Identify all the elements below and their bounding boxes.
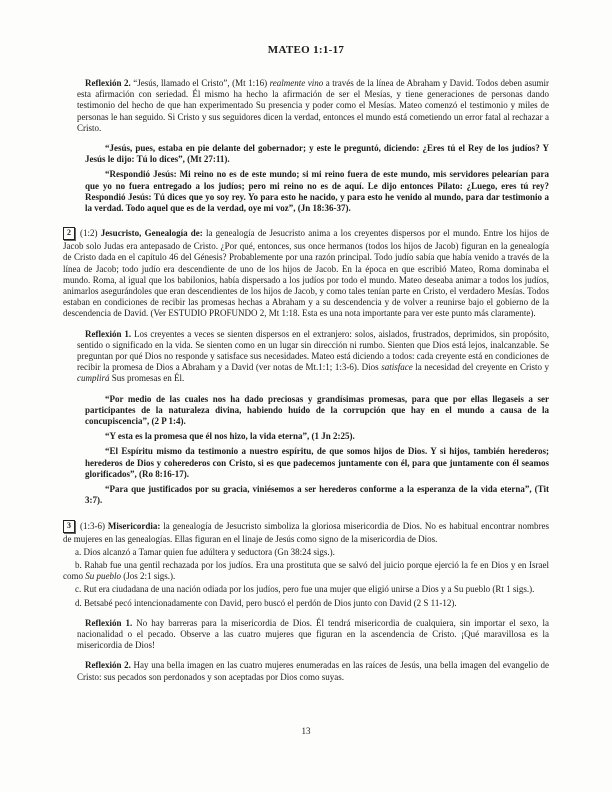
reflexion-label: Reflexión 1. bbox=[85, 328, 132, 339]
text-run: Los creyentes a veces se sienten dispersos en el extranjero: solos, aislados, frustrados, deprimidos, sin propósito, sentido o significado en la vida. Se sienten como en un lugar sin dirección ni rumbo. Sienten que Dios está lejos, inalcanzable. Se preguntan por qué Dios no responde y satisface sus necesidades. Mateo está diciendo a todos: cada creyente está en condiciones de recibir la promesa de Dios a Abraham y a David (ver notas de Mt.1:1; 1:3-6). Dios bbox=[77, 328, 549, 373]
text-run: la genealogía de Jesucristo simboliza la gloriosa misericordia de Dios. No es habitual encontrar nombres de mujeres en las genealogías. Ellas figuran en el linaje de Jesús como signo de la misericordia de Dios. bbox=[63, 520, 549, 544]
list-item-c bbox=[63, 584, 549, 595]
text-run: a través de la línea de Abraham y David. Todos deben asumir esta afirmación con seriedad. Él mismo ha hecho la afirmación de ser el Mesías, y tiene generaciones de personas dando testimonio del hecho de que han experimentado Su presencia y poder como el Mesías. Mateo comenzó el testimonio y miles de personas le han seguido. Si Cristo y sus seguidores dicen la verdad, entonces el mundo está cometiendo un error fatal al rechazar a Cristo. bbox=[77, 78, 549, 133]
quote-jn-18-36-37 bbox=[85, 169, 549, 214]
text-run: (Jos 2:1 sigs.). bbox=[121, 571, 176, 582]
paragraph-section-2-reflexion-1 bbox=[77, 329, 549, 385]
text-run: Betsabé pecó intencionadamente con David, pero buscó el perdón de Dios junto con David (2 S 11-12). bbox=[81, 597, 457, 608]
reflexion-label: Reflexión 2. bbox=[85, 660, 131, 671]
quote-mt-27-11 bbox=[85, 143, 549, 165]
reflexion-label: Reflexión 1. bbox=[85, 617, 133, 628]
text-run: Rahab fue una gentil rechazada por los judíos. Era una prostituta que se salvó del juicio porque ejerció la fe en Dios y en Israel como bbox=[63, 559, 549, 582]
page-number: 13 bbox=[301, 726, 311, 736]
page-content bbox=[63, 44, 549, 683]
section-2-paragraph bbox=[63, 228, 549, 319]
quote-text: “Para que justificados por su gracia, viniésemos a ser herederos conforme a la esperanza de la vida eterna”, (Tit 3:7). bbox=[85, 484, 549, 506]
section-3-number-box: 3 bbox=[63, 520, 75, 533]
list-item-b bbox=[63, 560, 549, 582]
quote-text: “Por medio de las cuales nos ha dado preciosas y grandísimas promesas, para que por ellas llegaseis a ser participantes de la naturaleza divina, habiendo huido de la corrupción que hay en el mundo a causa de la concupiscencia”, (2 P 1:4). bbox=[85, 393, 549, 427]
quote-text: “Respondió Jesús: Mi reino no es de este mundo; si mi reino fuera de este mundo, mis servidores pelearían para que yo no fuera entregado a los judíos; pero mi reino no es de aquí. Le dijo entonces Pilato: ¿Luego, eres tú rey? Respondió Jesús: Tú dices que yo soy rey. Yo para esto he nacido, y para esto he venido al mundo, para dar testimonio a la verdad. Todo aquel que es de la verdad, oye mi voz”, (Jn 18:36-37). bbox=[85, 169, 549, 214]
verse-ref: (1:2) bbox=[80, 228, 101, 239]
quote-tit-3-7 bbox=[85, 484, 549, 506]
section-heading: Jesucristo, Genealogía de: bbox=[100, 228, 203, 239]
verse-ref: (1:3-6) bbox=[80, 520, 108, 531]
text-run: “Jesús, llamado el Cristo”, (Mt 1:16) bbox=[130, 78, 270, 88]
section-2-number-box: 2 bbox=[63, 227, 75, 240]
text-run: Dios alcanzó a Tamar quien fue adúltera y seductora (Gn 38:24 sigs.). bbox=[81, 546, 335, 557]
page-title: MATEO 1:1-17 bbox=[267, 44, 345, 56]
section-3-paragraph bbox=[63, 521, 549, 545]
quote-ro-8-16-17 bbox=[85, 446, 549, 480]
list-letter: b. bbox=[75, 559, 82, 570]
paragraph-section-3-reflexion-2 bbox=[77, 660, 549, 682]
list-item-a bbox=[63, 547, 549, 558]
list-letter: c. bbox=[75, 584, 82, 595]
text-run: la necesidad del creyente en Cristo y bbox=[412, 362, 550, 373]
italic-run: cumplirá bbox=[77, 373, 110, 384]
text-run: Sus promesas en Él. bbox=[109, 373, 185, 384]
paragraph-intro-reflexion-2 bbox=[77, 78, 549, 134]
quote-1-jn-2-25 bbox=[85, 431, 549, 442]
list-item-d bbox=[63, 598, 549, 609]
section-heading: Misericordia: bbox=[107, 520, 161, 531]
quote-text: “Y esta es la promesa que él nos hizo, la vida eterna”, (1 Jn 2:25). bbox=[105, 431, 355, 442]
quote-2-p-1-4 bbox=[85, 394, 549, 428]
list-letter: a. bbox=[75, 546, 82, 557]
quote-text: “Jesús, pues, estaba en pie delante del gobernador; y este le preguntó, diciendo: ¿Eres tú el Rey de los judíos? Y Jesús le dijo: Tú lo dices”, (Mt 27:11). bbox=[85, 143, 549, 165]
paragraph-section-3-reflexion-1 bbox=[77, 618, 549, 652]
text-run: Rut era ciudadana de una nación odiada por los judíos, pero fue una mujer que eligió unirse a Dios y a Su pueblo (Rt 1 sigs.). bbox=[81, 584, 535, 595]
italic-run: Su pueblo bbox=[85, 571, 121, 582]
list-letter: d. bbox=[75, 597, 82, 608]
reflexion-label: Reflexión 2. bbox=[85, 78, 131, 88]
text-run: No hay barreras para la misericordia de Dios. Él tendrá misericordia de cualquiera, sin importar el sexo, la nacionalidad o el pecado. Observe a las cuatro mujeres que figuran en la ascendencia de Cristo. ¡Qué maravillosa es la misericordia de Dios! bbox=[77, 617, 549, 651]
text-run: la genealogía de Jesucristo anima a los creyentes dispersos por el mundo. Entre los hijos de Jacob solo Judas era antepasado de Cristo. ¿Por qué, entonces, sus once hermanos (todos los hijos de Jacob) figuran en la genealogía de Cristo dada en el capítulo 46 del Génesis? Probablemente por una razón principal. Todo judío sabía que había venido a través de la línea de Jacob; todo judío era descendiente de uno de los hijos de Jacob. En la época en que escribió Mateo, Roma dominaba el mundo. Roma, al igual que los babilonios, había dispersado a los judíos por todo el mundo. Mateo deseaba animar a todos los judíos, animarlos asegurándoles que eran descendientes de los hijos de Jacob, y como tales tenían parte en Cristo, el verdadero Mesías. Todos estaban en condiciones de recibir las promesas hechas a Abraham y a su descendencia y de volver a reunirse bajo el gobierno de la descendencia de David. (Ver ESTUDIO PROFUNDO 2, Mt 1:18. Esta es una nota importante para ver este punto más claramente). bbox=[63, 228, 549, 319]
italic-run: realmente vino bbox=[269, 78, 324, 88]
text-run: Hay una bella imagen en las cuatro mujeres enumeradas en las raíces de Jesús, una bella imagen del evangelio de Cristo: sus pecados son perdonados y son aceptadas por Dios como suyas. bbox=[77, 660, 550, 682]
quote-text: “El Espíritu mismo da testimonio a nuestro espíritu, de que somos hijos de Dios. Y si hijos, también herederos; herederos de Dios y coherederos con Cristo, si es que padecemos juntamente con él, para que juntamente con él seamos glorificados”, (Ro 8:16-17). bbox=[85, 446, 549, 479]
italic-run: satisface bbox=[381, 362, 413, 373]
